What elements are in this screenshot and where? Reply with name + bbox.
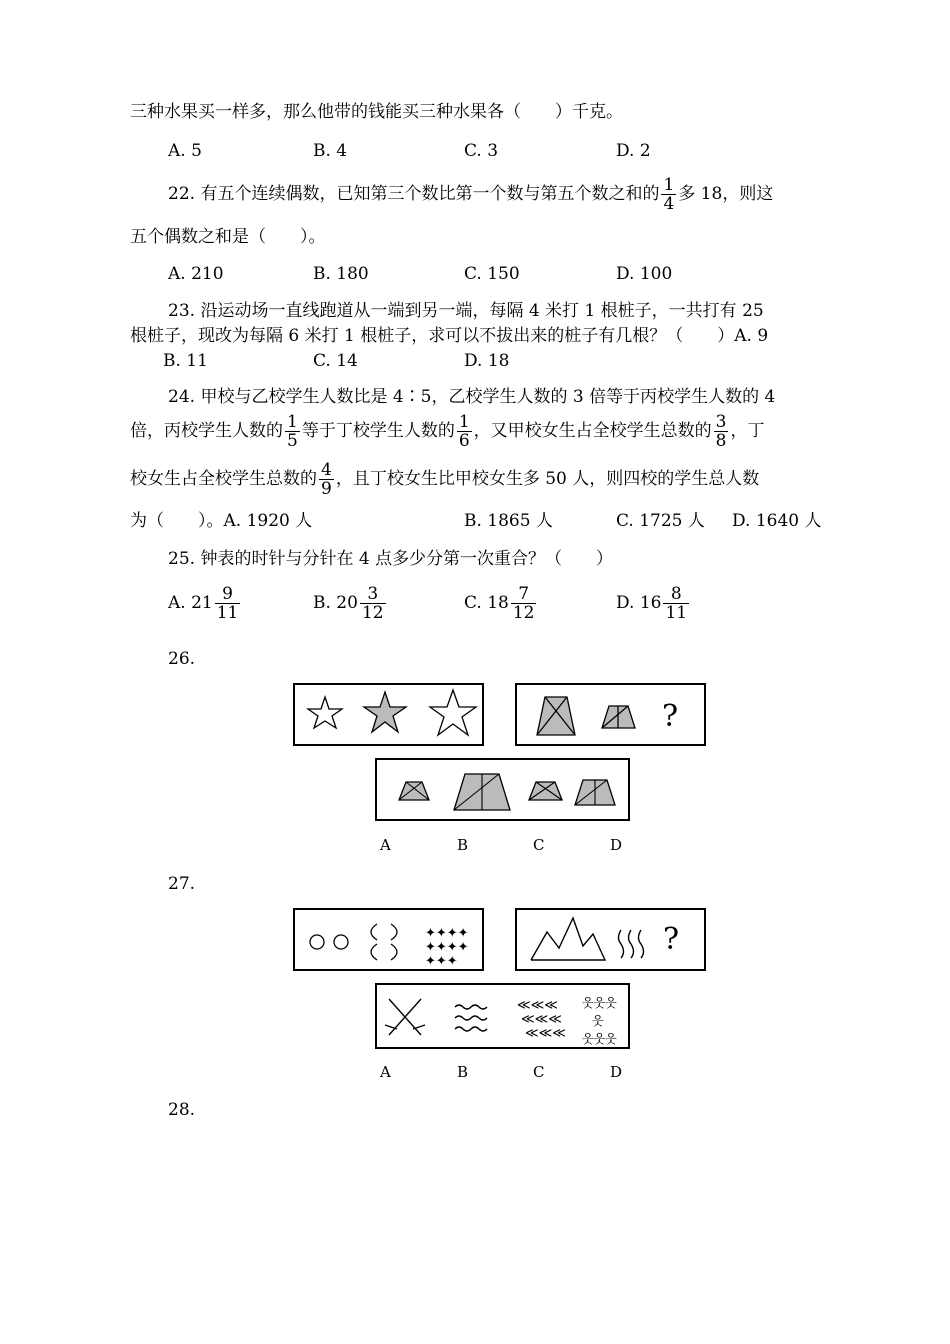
q24-option-c: C. 1725 人 — [616, 511, 705, 531]
water-icon — [639, 930, 644, 958]
q24-line4: 为（ ）。A. 1920 人 — [130, 511, 313, 531]
mountain-icon — [531, 918, 605, 960]
crossed-swords-icon — [385, 999, 425, 1035]
people-icon: 웃웃웃 — [582, 1032, 617, 1046]
q27-options-box — [375, 983, 630, 1049]
wave-icon — [455, 1016, 487, 1020]
q26-sequence-box — [293, 683, 484, 746]
q26-label-b: B — [457, 836, 469, 854]
q23-line2: 根桩子，现改为每隔 6 米打 1 根桩子，求可以不拔出来的桩子有几根？（ ）A. 9 — [130, 326, 769, 346]
trapezoid-options — [377, 760, 632, 823]
fraction: $\frac{3}{8}$ — [715, 412, 727, 451]
q23-option-b: B. 11 — [163, 351, 208, 371]
star-icon — [364, 692, 406, 732]
moon-icon — [391, 924, 397, 940]
q26-label-a: A — [380, 836, 391, 854]
q28-number: 28. — [168, 1100, 196, 1120]
q23-option-d: D. 18 — [464, 351, 510, 371]
moon-icon — [371, 944, 377, 960]
stars-icon: ✦✦✦✦ — [425, 940, 469, 955]
q27-label-c: C — [533, 1063, 545, 1081]
wave-icon — [455, 1005, 487, 1009]
moon-icon — [391, 944, 397, 960]
arrows-icon: ≪≪≪ — [521, 1012, 562, 1027]
q27-label-b: B — [457, 1063, 469, 1081]
water-icon — [619, 930, 624, 958]
people-icon: 웃웃웃 — [582, 996, 617, 1010]
mountain-water-figures — [517, 910, 708, 973]
water-icon — [629, 930, 634, 958]
q22-option-a: A. 210 — [168, 264, 224, 284]
q27-sequence-box — [293, 908, 484, 971]
q21-option-d: D. 2 — [616, 141, 651, 161]
people-icon: 웃 — [592, 1014, 604, 1028]
q24-option-b: B. 1865 人 — [464, 511, 553, 531]
sun-icon — [334, 935, 348, 949]
q21-text: 三种水果买一样多，那么他带的钱能买三种水果各（ ）千克。 — [130, 102, 623, 122]
q26-options-box — [375, 758, 630, 821]
question-mark: ? — [663, 922, 680, 957]
symbol-options — [377, 985, 632, 1051]
fraction: $\frac{1}{6}$ — [458, 412, 470, 451]
q21-option-a: A. 5 — [168, 141, 202, 161]
q27-label-d: D — [610, 1063, 623, 1081]
fraction: $\frac{4}{9}$ — [321, 460, 332, 499]
q25-option-c: C. 18 $\frac{7}{12}$ — [464, 584, 535, 623]
q26-question-box — [515, 683, 706, 746]
q25-option-b: B. 20 $\frac{3}{12}$ — [313, 584, 384, 623]
trapezoid-figures — [517, 685, 708, 748]
trapezoid-icon — [537, 697, 575, 735]
star-figures — [295, 685, 486, 748]
trapezoid-icon — [529, 782, 562, 800]
q21-option-c: C. 3 — [464, 141, 499, 161]
q24-option-d: D. 1640 人 — [732, 511, 822, 531]
fraction: $\frac{1}{4}$ — [663, 175, 675, 214]
q22-line2: 五个偶数之和是（ ）。 — [130, 227, 326, 247]
arrows-icon: ≪≪≪ — [525, 1026, 566, 1041]
fraction: $\frac{3}{12}$ — [361, 584, 384, 623]
q22-option-d: D. 100 — [616, 264, 673, 284]
q22-option-b: B. 180 — [313, 264, 369, 284]
q25-option-d: D. 16 $\frac{8}{11}$ — [616, 584, 688, 623]
q26-label-d: D — [610, 836, 623, 854]
q23-option-c: C. 14 — [313, 351, 358, 371]
q22-line1: 22. 有五个连续偶数，已知第三个数比第一个数与第五个数之和的 $\frac{1}{4}$ 多 18，则这 — [168, 175, 774, 214]
q25-text: 25. 钟表的时针与分针在 4 点多少分第一次重合？（ ） — [168, 549, 614, 569]
fraction: $\frac{9}{11}$ — [216, 584, 239, 623]
q24-line3: 校女生占全校学生总数的 $\frac{4}{9}$ ，且丁校女生比甲校女生多 50 人，则四校的学生总人数 — [130, 460, 760, 499]
q24-line2: 倍，丙校学生人数的 $\frac{1}{5}$ 等于丁校学生人数的 $\frac{1}{6}$ ，又甲校女生占全校学生总数的 $\frac{3}{8}$ ，丁 — [130, 412, 765, 451]
q27-question-box — [515, 908, 706, 971]
stars-icon: ✦✦✦✦ — [425, 926, 469, 941]
star-icon — [430, 690, 476, 735]
star-icon — [308, 697, 342, 728]
q22-option-c: C. 150 — [464, 264, 520, 284]
arrows-icon: ≪≪≪ — [517, 998, 558, 1013]
sun-icon — [310, 935, 324, 949]
stars-icon: ✦✦✦ — [425, 954, 458, 969]
trapezoid-icon — [399, 782, 429, 800]
wave-icon — [455, 1027, 487, 1031]
q26-label-c: C — [533, 836, 545, 854]
q24-line1: 24. 甲校与乙校学生人数比是 4∶5，乙校学生人数的 3 倍等于丙校学生人数的 4 — [168, 387, 776, 407]
fraction: $\frac{8}{11}$ — [665, 584, 688, 623]
q23-line1: 23. 沿运动场一直线跑道从一端到另一端，每隔 4 米打 1 根桩子，一共打有 25 — [168, 301, 764, 321]
fraction: $\frac{7}{12}$ — [512, 584, 535, 623]
fraction: $\frac{1}{5}$ — [287, 412, 298, 451]
q27-number: 27. — [168, 874, 196, 894]
q25-option-a: A. 21 $\frac{9}{11}$ — [168, 584, 239, 623]
question-mark: ? — [662, 699, 679, 734]
q27-label-a: A — [380, 1063, 391, 1081]
q21-option-b: B. 4 — [313, 141, 348, 161]
symbol-figures — [295, 910, 486, 973]
moon-icon — [371, 924, 377, 940]
q26-number: 26. — [168, 649, 196, 669]
